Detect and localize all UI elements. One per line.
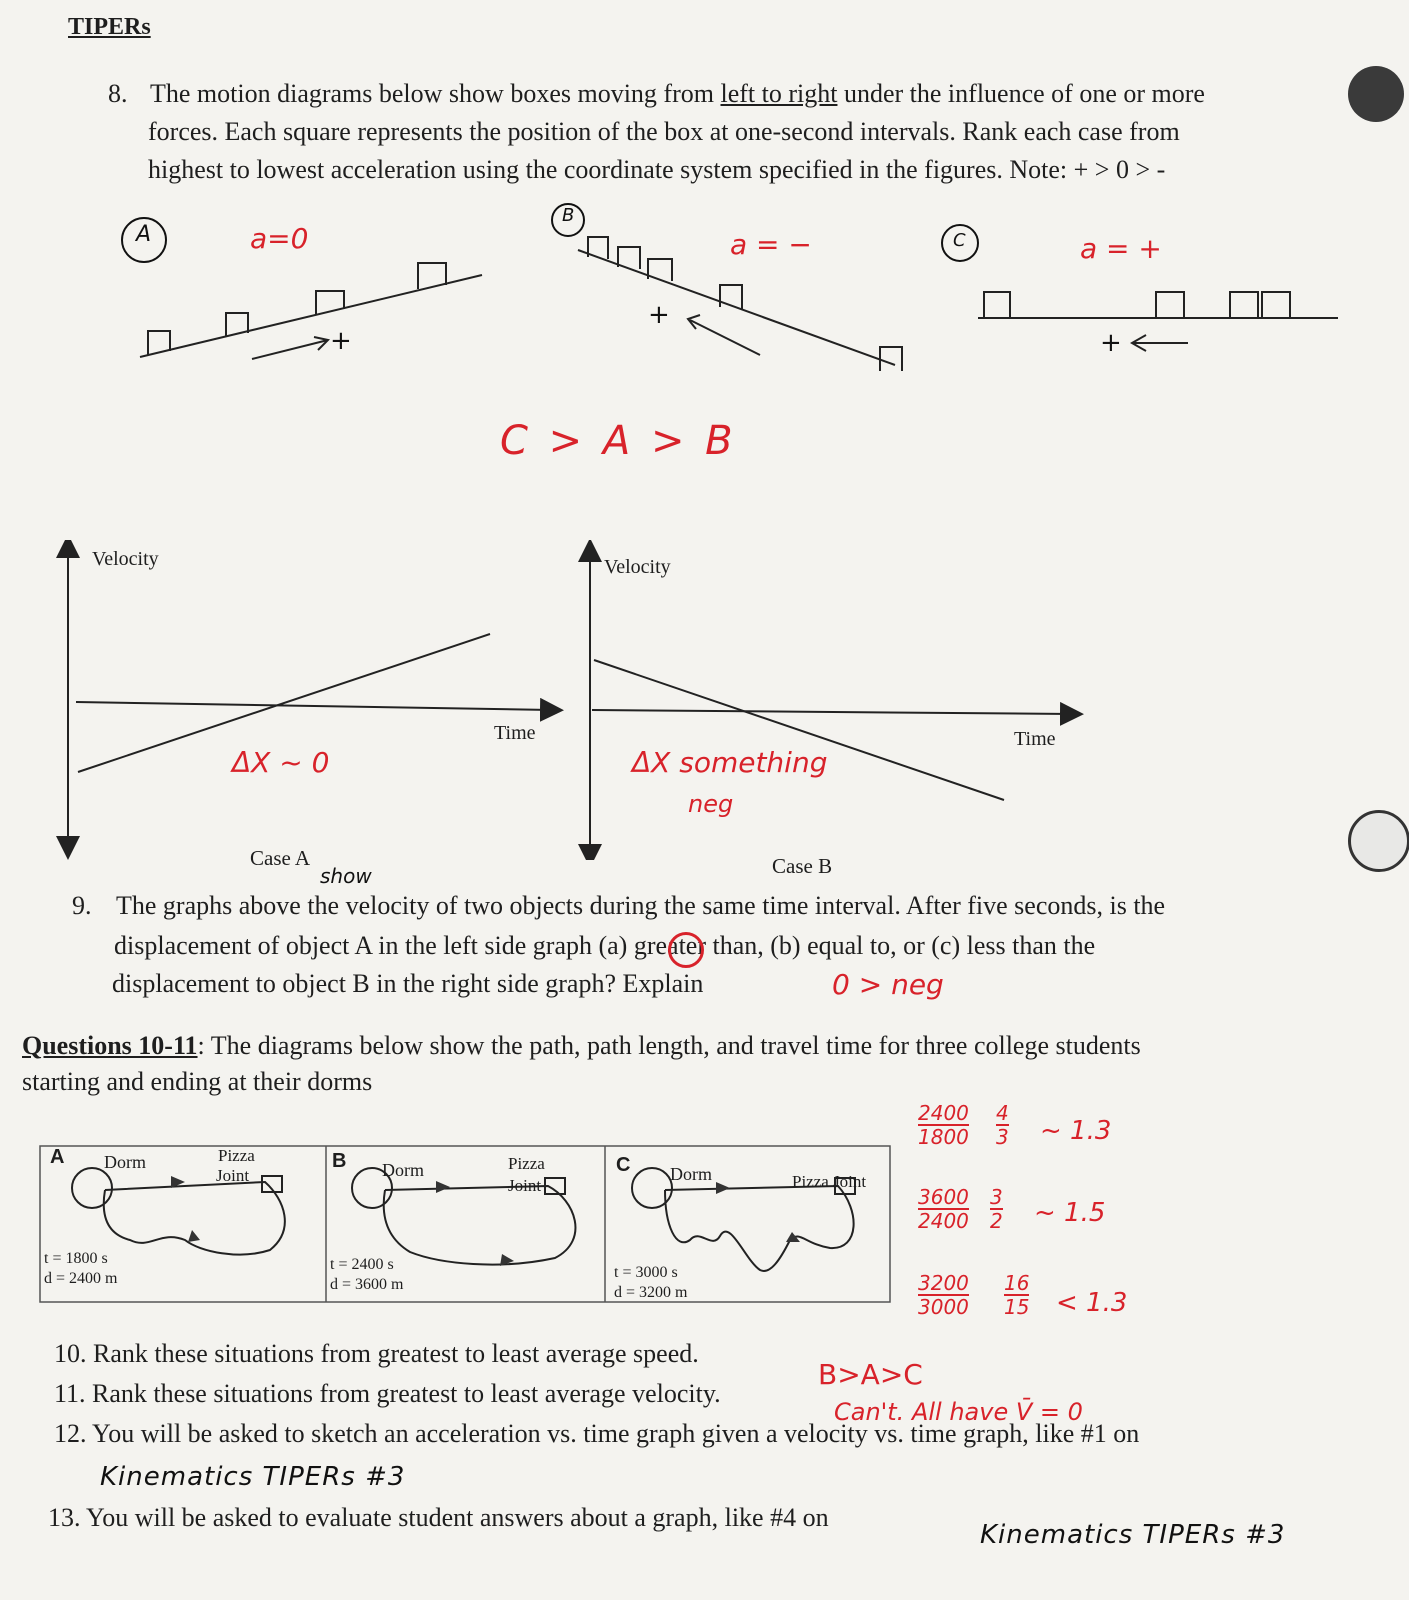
- calc-a-frac-den: 3: [996, 1125, 1009, 1149]
- calc-b-den: 2400: [918, 1209, 969, 1233]
- calc-c-frac-num: 16: [1004, 1271, 1030, 1295]
- diagram-a-pizza-2: Joint: [216, 1166, 250, 1185]
- calc-b-result: ~ 1.5: [1034, 1198, 1106, 1228]
- motion-diagrams: [0, 195, 1409, 405]
- calc-a-num: 2400: [918, 1101, 969, 1125]
- q10-number: 10.: [54, 1339, 87, 1368]
- q13-answer: Kinematics TIPERs #3: [980, 1520, 1286, 1550]
- diagram-c-dorm: Dorm: [670, 1164, 712, 1184]
- diagram-c-distance: d = 3200 m: [614, 1284, 688, 1301]
- dorm-icon-a: [72, 1168, 112, 1208]
- calc-b-num: 3600: [918, 1185, 969, 1209]
- q8-line-1: [150, 76, 1205, 112]
- diagram-c-label: C: [616, 1154, 631, 1176]
- diagram-a-distance: d = 2400 m: [44, 1270, 118, 1287]
- diagram-a-label: A: [50, 1146, 65, 1168]
- q9-line-2: displacement of object A in the left side graph (a) greater than, (b) equal to, or (c) less than the: [114, 931, 1096, 960]
- calc-a-fraction: [996, 1102, 1009, 1148]
- q9-number: 9.: [72, 891, 92, 920]
- q8-line-1-pre: The motion diagrams below show boxes moving from: [150, 79, 721, 108]
- graph-a-x-axis: [76, 702, 552, 710]
- diagram-c-pizza-1: Pizza Joint: [792, 1172, 867, 1191]
- calc-b-frac-den: 2: [990, 1209, 1003, 1233]
- case-c-label: C: [953, 230, 966, 251]
- path-a: [104, 1182, 285, 1255]
- calc-c-fraction: [1004, 1272, 1029, 1318]
- graph-a-ylabel: Velocity: [92, 548, 159, 570]
- q13: [48, 1500, 829, 1536]
- q12: [54, 1416, 1139, 1452]
- diagram-b-pizza-1: Pizza: [508, 1154, 545, 1173]
- q10-answer: B>A>C: [818, 1358, 923, 1391]
- graph-b-note-1: ΔX something: [632, 746, 828, 779]
- graph-b-x-axis: [592, 710, 1072, 714]
- calc-c: [918, 1272, 969, 1318]
- graph-a-note: ΔX ~ 0: [232, 746, 330, 779]
- q13-number: 13.: [48, 1503, 81, 1532]
- case-a-axis-label: +: [330, 326, 352, 356]
- q9-answer: 0 > neg: [832, 968, 944, 1001]
- diagram-a-time: t = 1800 s: [44, 1250, 108, 1267]
- q8-underlined: left to right: [720, 79, 838, 108]
- q12-text: You will be asked to sketch an acceleration vs. time graph given a velocity vs. time graph, like #1 on: [92, 1419, 1140, 1448]
- case-b-label: B: [562, 205, 575, 226]
- q10-11-line-2: starting and ending at their dorms: [22, 1067, 373, 1096]
- diagram-b-distance: d = 3600 m: [330, 1276, 404, 1293]
- q11: [54, 1376, 721, 1412]
- path-c: [665, 1186, 854, 1271]
- q12-number: 12.: [54, 1419, 87, 1448]
- diagram-c-time: t = 3000 s: [614, 1264, 678, 1281]
- diagram-b-dorm: Dorm: [382, 1160, 424, 1180]
- graph-b-note-2: neg: [688, 790, 734, 818]
- q8-line-3: highest to lowest acceleration using the coordinate system specified in the figures. Note: + > 0 > -: [148, 155, 1166, 184]
- q12-answer: Kinematics TIPERs #3: [100, 1462, 406, 1492]
- diagram-a-pizza-1: Pizza: [218, 1146, 255, 1165]
- calc-c-result: < 1.3: [1056, 1288, 1128, 1318]
- q8-answer: C > A > B: [500, 418, 737, 464]
- case-b-caption: Case B: [772, 854, 833, 878]
- calc-a-result: ~ 1.3: [1040, 1116, 1112, 1146]
- calc-a-frac-num: 4: [996, 1101, 1009, 1125]
- page-title: TIPERs: [68, 14, 151, 40]
- diagram-a-dorm: Dorm: [104, 1152, 146, 1172]
- calc-b-fraction: [990, 1186, 1003, 1232]
- arrow-a-2: [188, 1230, 200, 1242]
- q10: [54, 1336, 699, 1372]
- q10-11-heading-bold: Questions 10-11: [22, 1031, 198, 1060]
- arrow-b-1: [436, 1181, 450, 1193]
- q8-line-1-post: under the influence of one or more: [837, 79, 1205, 108]
- calc-a-den: 1800: [918, 1125, 969, 1149]
- q9-line-1: The graphs above the velocity of two objects during the same time interval. After five seconds, is the: [116, 891, 1166, 920]
- diagram-b-label: B: [332, 1150, 347, 1172]
- calc-c-num: 3200: [918, 1271, 969, 1295]
- arrow-c-1: [716, 1182, 730, 1194]
- q11-text: Rank these situations from greatest to least average velocity.: [92, 1379, 721, 1408]
- q11-number: 11.: [54, 1379, 86, 1408]
- case-a-label: A: [136, 222, 152, 247]
- calc-c-den: 3000: [918, 1295, 969, 1319]
- graph-b-xlabel: Time: [1014, 728, 1056, 750]
- q9-insert: show: [320, 864, 372, 888]
- q8-line-2: forces. Each square represents the position of the box at one-second intervals. Rank each case from: [148, 117, 1180, 146]
- calc-b-frac-num: 3: [990, 1185, 1003, 1209]
- q10-11-heading: [22, 1028, 1141, 1064]
- graph-b-line: [594, 660, 1004, 800]
- case-b-axis-label: +: [648, 300, 670, 330]
- diagram-b-time: t = 2400 s: [330, 1256, 394, 1273]
- graph-b-ylabel: Velocity: [604, 556, 671, 578]
- calc-b: [918, 1186, 969, 1232]
- punch-hole-top: [1348, 66, 1404, 122]
- case-a-note: a=0: [250, 222, 309, 255]
- case-c-note: a = +: [1080, 232, 1162, 265]
- q9-circled-answer: [668, 932, 704, 968]
- q13-text: You will be asked to evaluate student answers about a graph, like #4 on: [86, 1503, 829, 1532]
- path-b: [384, 1186, 576, 1265]
- calc-a: [918, 1102, 969, 1148]
- diagram-b-pizza-2: Joint: [508, 1176, 542, 1195]
- case-a-caption: Case A: [250, 846, 311, 870]
- q8-number: 8.: [108, 79, 128, 108]
- calc-c-frac-den: 15: [1004, 1295, 1030, 1319]
- q9-line-3: displacement to object B in the right side graph? Explain: [112, 969, 704, 998]
- q10-text: Rank these situations from greatest to least average speed.: [93, 1339, 699, 1368]
- graph-a-xlabel: Time: [494, 722, 536, 744]
- case-b-note: a = −: [730, 228, 812, 261]
- case-c-axis-label: +: [1100, 328, 1122, 358]
- q10-11-line-1: : The diagrams below show the path, path length, and travel time for three college students: [197, 1031, 1141, 1060]
- q11-answer: Can't. All have V̄ = 0: [834, 1398, 1083, 1426]
